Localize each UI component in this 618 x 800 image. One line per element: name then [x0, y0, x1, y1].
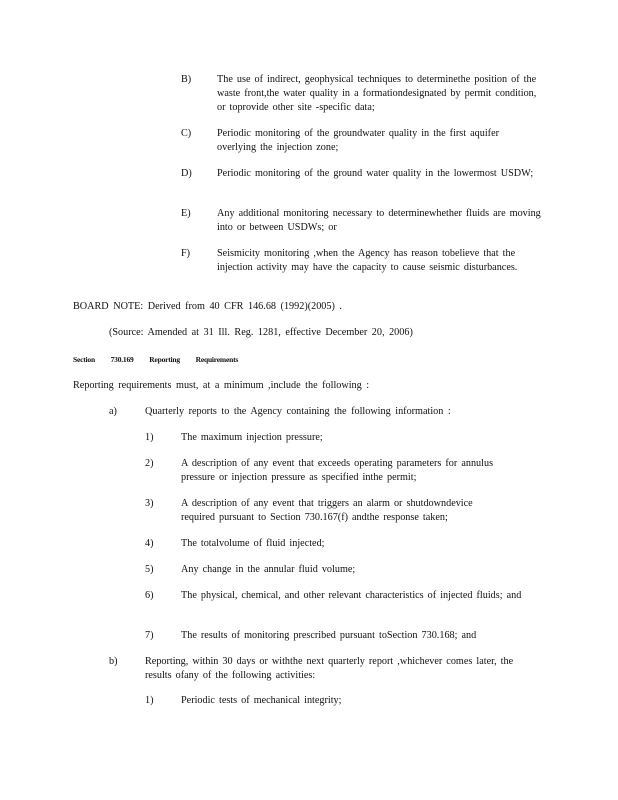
list-marker: 6) [145, 590, 154, 601]
list-item-c [0, 127, 618, 157]
list-item-text: Periodic monitoring of the ground water quality in the lowermost USDW; [217, 168, 534, 179]
list-item-text: A description of any event that triggers an alarm or shutdowndevice required pursuant to Section 730.167(f) andthe response taken; [181, 498, 473, 523]
list-marker: C) [181, 128, 192, 139]
subsection-a-item-5 [0, 563, 618, 579]
list-item-d [0, 167, 618, 197]
list-item-text: A description of any event that exceeds operating parameters for annulus pressure or injection pressure as specified inthe permit; [181, 458, 494, 483]
subsection-text: Quarterly reports to the Agency containing the following information : [145, 406, 451, 417]
board-note: BOARD NOTE: Derived from 40 CFR 146.68 (1992)(2005) . [73, 301, 342, 312]
list-item-text: Any additional monitoring necessary to determinewhether fluids are moving into or between USDWs; or [217, 208, 541, 233]
subsection-a-item-2 [0, 457, 618, 487]
list-item-text: Seismicity monitoring ,when the Agency has reason tobelieve that the injection activity may have the capacity to cause seismic disturbances. [217, 248, 518, 273]
subsection-a-item-4 [0, 537, 618, 553]
list-marker: 1) [145, 695, 154, 706]
subsection-a-item-3 [0, 497, 618, 527]
list-marker: 3) [145, 498, 154, 509]
list-item-text: Periodic monitoring of the groundwater quality in the first aquifer overlying the injection zone; [217, 128, 499, 153]
subsection-a-item-7 [0, 629, 618, 645]
subsection-b [0, 655, 618, 685]
subsection-a [0, 405, 618, 421]
list-item-text: The physical, chemical, and other relevant characteristics of injected fluids; and [181, 590, 522, 601]
list-marker: 7) [145, 630, 154, 641]
list-item-b [0, 73, 618, 117]
list-item-text: The totalvolume of fluid injected; [181, 538, 325, 549]
intro-text: Reporting requirements must, at a minimum ,include the following : [73, 380, 370, 391]
list-item-text: The results of monitoring prescribed pursuant toSection 730.168; and [181, 630, 477, 641]
list-item-text: The maximum injection pressure; [181, 432, 323, 443]
list-marker: 5) [145, 564, 154, 575]
subsection-text: Reporting, within 30 days or withthe next quarterly report ,whichever comes later, the results ofany of the following activities: [145, 656, 514, 681]
subsection-a-item-1 [0, 431, 618, 447]
list-marker: B) [181, 74, 192, 85]
subsection-marker: b) [109, 656, 118, 667]
list-marker: D) [181, 168, 192, 179]
list-marker: E) [181, 208, 191, 219]
subsection-marker: a) [109, 406, 117, 417]
list-item-f [0, 247, 618, 291]
list-item-text: Periodic tests of mechanical integrity; [181, 695, 342, 706]
list-item-text: The use of indirect, geophysical techniques to determinethe position of the waste front,the water quality in a formationdesignated by permit condition, or toprovide other site -specific data; [217, 74, 537, 113]
list-item-text: Any change in the annular fluid volume; [181, 564, 356, 575]
list-item-e [0, 207, 618, 237]
subsection-b-item-1 [0, 694, 618, 710]
list-marker: F) [181, 248, 191, 259]
list-marker: 2) [145, 458, 154, 469]
source-note: (Source: Amended at 31 Ill. Reg. 1281, effective December 20, 2006) [109, 327, 413, 338]
list-marker: 4) [145, 538, 154, 549]
list-marker: 1) [145, 432, 154, 443]
subsection-a-item-6 [0, 589, 618, 619]
section-heading: Section 730.169 Reporting Requirements [73, 355, 239, 364]
